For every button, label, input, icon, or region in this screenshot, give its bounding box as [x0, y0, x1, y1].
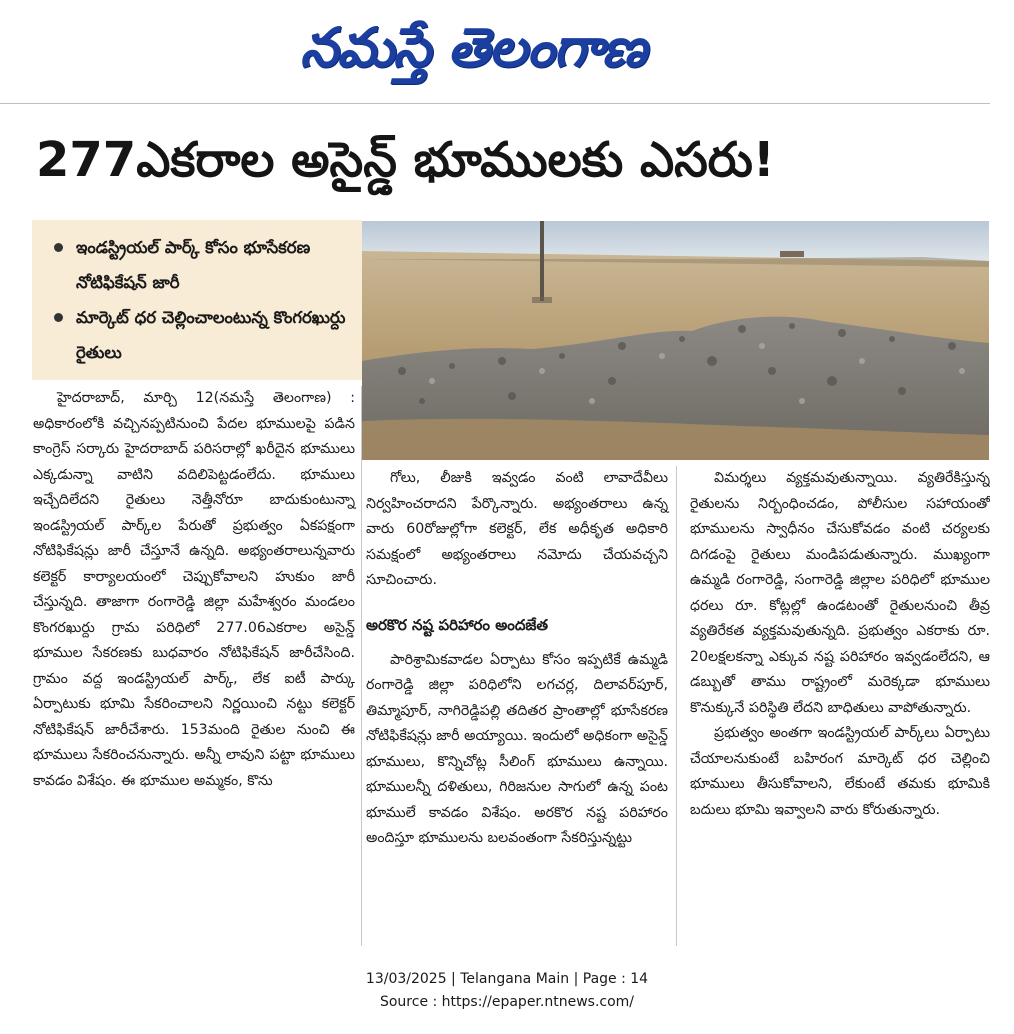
article-photo — [362, 221, 989, 460]
article-paragraph: గోలు, లీజుకి ఇవ్వడం వంటి లావాదేవీలు నిర్వహించరాదని పేర్కొన్నారు. అభ్యంతరాలు ఉన్న వారు 60రోజుల్లోగా కలెక్టర్‌, లేక అధీకృత అధికారి సమక్షంలో అభ్యంతరాలు నమోదు చేయవచ్చని సూచించారు. — [366, 470, 668, 588]
highlights-box — [32, 220, 362, 380]
highlight-text: ఇండస్ట్రియల్‌ పార్క్‌ కోసం భూసేకరణ నోటిఫికేషన్‌ జారీ — [76, 238, 311, 292]
source-link[interactable]: Source : https://epaper.ntnews.com/ — [379, 994, 635, 1010]
newspaper-masthead: నమస్తే తెలంగాణ — [300, 16, 646, 79]
article-paragraph: పారిశ్రామికవాడల ఏర్పాటు కోసం ఇప్పటికే ఉమ్మడి రంగారెడ్డి జిల్లా పరిధిలోని లగచర్ల, దిలావర్‌పూర్‌, తిమ్మాపూర్‌, నాగిరెడ్డిపల్లి తదితర ప్రాంతాల్లో భూసేకరణ నోటిఫికేషన్లు జారీ అయ్యాయి. ఇందులో అధికంగా అసైన్డ్‌ భూములు, కొన్నిచోట్ల సీలింగ్‌ భూములు ఉన్నాయి. భూములన్నీ దళితులు, గిరిజనుల సాగులో ఉన్న పంట భూములే కావడం విశేషం. అరకొర నష్ట పరిహారం అందిస్తూ భూములను బలవంతంగా సేకరిస్తున్నట్టు — [366, 651, 668, 846]
article-paragraph: హైదరాబాద్‌, మార్చి 12(నమస్తే తెలంగాణ) : అధికారంలోకి వచ్చినప్పటినుంచి పేదల భూములపై పడిన కాంగ్రెస్‌ సర్కారు హైదరాబాద్‌ పరిసరాల్లో ఖరీదైన భూములు ఎక్కడున్నా వాటిని వదిలిపెట్టడంలేదు. భూములు ఇచ్చేదిలేదని రైతులు నెత్తీనోరూ బాదుకుంటున్నా ఇండస్ట్రియల్‌ పార్క్‌ల పేరుతో ప్రభుత్వం ఏకపక్షంగా నోటిఫికేషన్లు జారీ చేస్తూనే ఉన్నది. అభ్యంతరాలున్నవారు కలెక్టర్‌ కార్యాలయంలో చెప్పుకోవాలని హుకుం జారీ చేస్తున్నది. తాజాగా రంగారెడ్డి జిల్లా మహేశ్వరం మండలం కొంగరఖుర్దు గ్రామ పరిధిలో 277.06ఎకరాల అసైన్డ్‌ భూముల సేకరణకు బుధవారం నోటిఫికేషన్‌ జారీచేసింది. గ్రామం వద్ద ఇండస్ట్రియల్‌ పార్క్‌, లేక ఐటీ పార్కు ఏర్పాటుకు భూమి సేకరించాలని నిర్ణయించి నట్టు కలెక్టర్‌ నోటిఫికేషన్‌ జారీచేశారు. 153మంది రైతుల నుంచి ఈ భూములు సేకరించనున్నారు. అన్నీ లావుని పట్టా భూములు కావడం విశేషం. ఈ భూముల అమ్మకం, కొను — [33, 390, 355, 789]
highlight-item — [54, 300, 352, 370]
article-column-3 — [690, 466, 990, 946]
bullet-icon — [54, 313, 63, 322]
article-paragraph: ప్రభుత్వం అంతగా ఇండస్ట్రియల్‌ పార్క్‌లు ఏర్పాటు చేయాలనుకుంటే బహిరంగ మార్కెట్‌ ధర చెల్లించి భూములు తీసుకోవాలని, లేకుంటే తమకు భూమికి బదులు భూమి ఇవ్వాలని వారు కోరుతున్నారు. — [690, 725, 990, 818]
highlight-text: మార్కెట్‌ ధర చెల్లించాలంటున్న కొంగరఖుర్దు రైతులు — [76, 308, 346, 362]
masthead-divider — [0, 103, 990, 104]
article-paragraph: విమర్శలు వ్యక్తమవుతున్నాయి. వ్యతిరేకిస్తున్న రైతులను నిర్బంధించడం, పోలీసుల సహాయంతో భూములను స్వాధీనం చేసుకోవడం వంటి చర్యలకు దిగడంపై రైతులు మండిపడుతున్నారు. ముఖ్యంగా ఉమ్మడి రంగారెడ్డి, సంగారెడ్డి జిల్లాల పరిధిలో భూముల ధరలు రూ. కోట్లల్లో ఉండటంతో రైతులనుంచి తీవ్ర వ్యతిరేకత వ్యక్తమవుతున్నది. ప్రభుత్వం ఎకరాకు రూ. 20లక్షలకన్నా ఎక్కువ నష్ట పరిహారం ఇవ్వడంలేదని, ఆ డబ్బుతో తాము రాష్ట్రంలో మరెక్కడా భూములు కొనుక్కునే పరిస్థితి లేదని బాధితులు వాపోతున్నారు. — [690, 470, 990, 716]
bullet-icon — [54, 243, 63, 252]
article-subheading: అరకొర నష్ట పరిహారం అందజేత — [366, 615, 549, 634]
article-column-2 — [366, 466, 677, 946]
page-footer — [0, 968, 1014, 1014]
highlight-item — [54, 230, 352, 300]
edition-info: 13/03/2025 | Telangana Main | Page : 14 — [365, 971, 649, 987]
article-headline: 277ఎకరాల అసైన్డ్‌ భూములకు ఎసరు! — [36, 132, 775, 188]
article-column-1 — [33, 386, 362, 946]
